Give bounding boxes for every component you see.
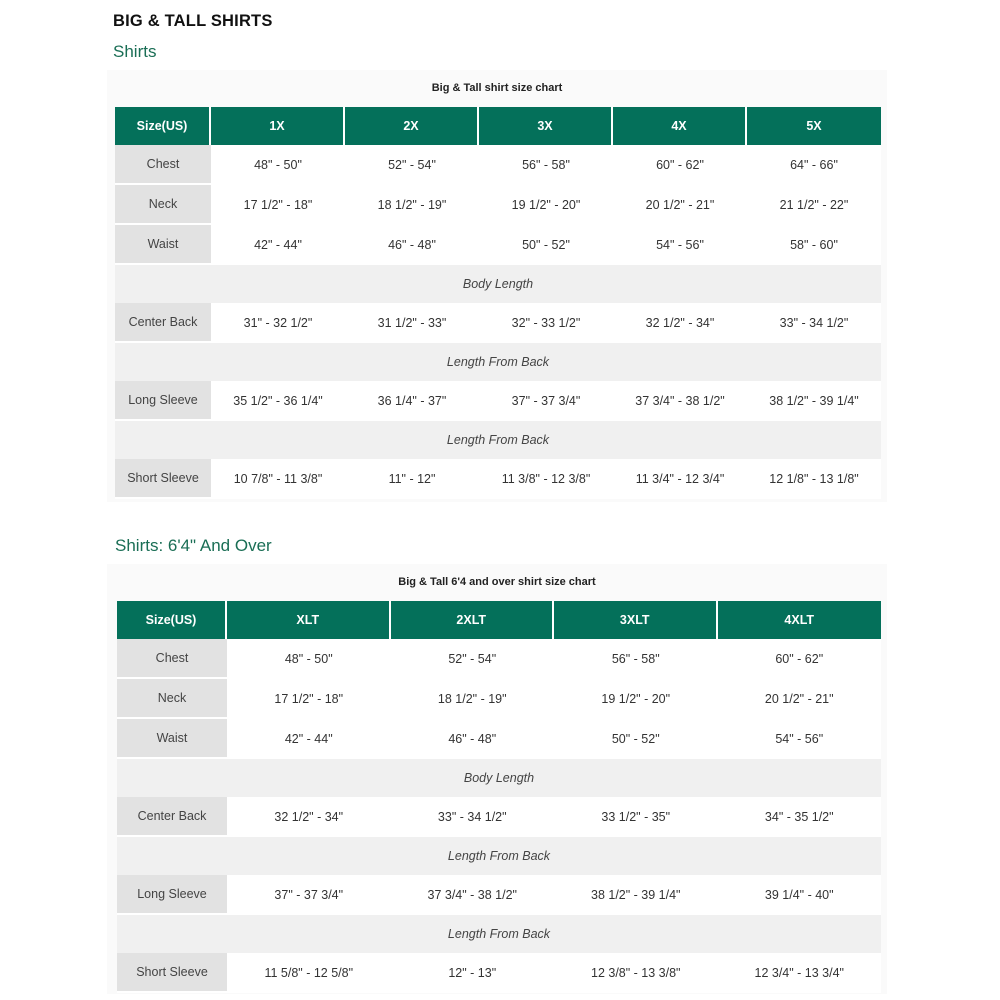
table-row-short-sleeve: [115, 459, 881, 499]
measurement-cell: 18 1/2" - 19": [345, 185, 479, 225]
table-row-chest: [117, 639, 881, 679]
row-label: Long Sleeve: [117, 875, 227, 915]
subsection-label: Length From Back: [115, 421, 881, 459]
measurement-cell: 52" - 54": [391, 639, 555, 679]
measurement-cell: 60" - 62": [718, 639, 882, 679]
measurement-cell: 34" - 35 1/2": [718, 797, 882, 837]
measurement-cell: 56" - 58": [554, 639, 718, 679]
measurement-cell: 42" - 44": [227, 719, 391, 759]
row-label: Chest: [117, 639, 227, 679]
table-header-row: [117, 601, 881, 639]
table-row-center-back: [115, 303, 881, 343]
measurement-cell: 36 1/4" - 37": [345, 381, 479, 421]
table-row-short-sleeve: [117, 953, 881, 993]
measurement-cell: 11" - 12": [345, 459, 479, 499]
subsection-label: Length From Back: [117, 915, 881, 953]
row-label: Waist: [115, 225, 211, 265]
measurement-cell: 48" - 50": [211, 145, 345, 185]
measurement-cell: 46" - 48": [391, 719, 555, 759]
measurement-cell: 37" - 37 3/4": [479, 381, 613, 421]
measurement-cell: 11 5/8" - 12 5/8": [227, 953, 391, 993]
measurement-cell: 12" - 13": [391, 953, 555, 993]
measurement-cell: 20 1/2" - 21": [613, 185, 747, 225]
measurement-cell: 33 1/2" - 35": [554, 797, 718, 837]
table-row-neck: [115, 185, 881, 225]
measurement-cell: 17 1/2" - 18": [227, 679, 391, 719]
measurement-cell: 37 3/4" - 38 1/2": [391, 875, 555, 915]
chart-caption: Big & Tall shirt size chart: [431, 82, 563, 94]
measurement-cell: 32 1/2" - 34": [613, 303, 747, 343]
measurement-cell: 10 7/8" - 11 3/8": [211, 459, 345, 499]
header-size-label: Size(US): [117, 601, 227, 639]
measurement-cell: 31 1/2" - 33": [345, 303, 479, 343]
measurement-cell: 19 1/2" - 20": [479, 185, 613, 225]
measurement-cell: 64" - 66": [747, 145, 881, 185]
measurement-cell: 38 1/2" - 39 1/4": [747, 381, 881, 421]
measurement-cell: 33" - 34 1/2": [747, 303, 881, 343]
measurement-cell: 19 1/2" - 20": [554, 679, 718, 719]
measurement-cell: 37 3/4" - 38 1/2": [613, 381, 747, 421]
subsection-label: Body Length: [115, 265, 881, 303]
table-row-waist: [117, 719, 881, 759]
header-size-5x: 5X: [747, 107, 881, 145]
measurement-cell: 37" - 37 3/4": [227, 875, 391, 915]
header-size-4x: 4X: [613, 107, 747, 145]
measurement-cell: 60" - 62": [613, 145, 747, 185]
subsection-row: [117, 915, 881, 953]
table-row-chest: [115, 145, 881, 185]
table-row-center-back: [117, 797, 881, 837]
row-label: Neck: [117, 679, 227, 719]
row-label: Center Back: [117, 797, 227, 837]
measurement-cell: 50" - 52": [479, 225, 613, 265]
measurement-cell: 35 1/2" - 36 1/4": [211, 381, 345, 421]
row-label: Chest: [115, 145, 211, 185]
subsection-row: [115, 421, 881, 459]
measurement-cell: 18 1/2" - 19": [391, 679, 555, 719]
size-chart-table: [115, 107, 881, 499]
table-row-long-sleeve: [115, 381, 881, 421]
measurement-cell: 38 1/2" - 39 1/4": [554, 875, 718, 915]
row-label: Waist: [117, 719, 227, 759]
measurement-cell: 54" - 56": [613, 225, 747, 265]
measurement-cell: 39 1/4" - 40": [718, 875, 882, 915]
measurement-cell: 58" - 60": [747, 225, 881, 265]
header-size-2x: 2X: [345, 107, 479, 145]
subsection-row: [115, 343, 881, 381]
measurement-cell: 21 1/2" - 22": [747, 185, 881, 225]
measurement-cell: 11 3/8" - 12 3/8": [479, 459, 613, 499]
measurement-cell: 56" - 58": [479, 145, 613, 185]
subsection-label: Body Length: [117, 759, 881, 797]
measurement-cell: 52" - 54": [345, 145, 479, 185]
chart-caption: Big & Tall 6'4 and over shirt size chart: [398, 576, 596, 588]
measurement-cell: 54" - 56": [718, 719, 882, 759]
subsection-row: [117, 759, 881, 797]
measurement-cell: 17 1/2" - 18": [211, 185, 345, 225]
header-size-1x: 1X: [211, 107, 345, 145]
measurement-cell: 46" - 48": [345, 225, 479, 265]
row-label: Short Sleeve: [117, 953, 227, 993]
header-size-label: Size(US): [115, 107, 211, 145]
measurement-cell: 31" - 32 1/2": [211, 303, 345, 343]
measurement-cell: 12 3/4" - 13 3/4": [718, 953, 882, 993]
header-size-2xlt: 2XLT: [391, 601, 555, 639]
measurement-cell: 50" - 52": [554, 719, 718, 759]
measurement-cell: 12 1/8" - 13 1/8": [747, 459, 881, 499]
subsection-label: Length From Back: [115, 343, 881, 381]
table-row-neck: [117, 679, 881, 719]
header-size-4xlt: 4XLT: [718, 601, 882, 639]
section-heading-tall-shirts: Shirts: 6'4" And Over: [115, 536, 272, 555]
row-label: Short Sleeve: [115, 459, 211, 499]
page-title: BIG & TALL SHIRTS: [113, 12, 273, 30]
table-row-waist: [115, 225, 881, 265]
measurement-cell: 12 3/8" - 13 3/8": [554, 953, 718, 993]
measurement-cell: 20 1/2" - 21": [718, 679, 882, 719]
subsection-row: [117, 837, 881, 875]
measurement-cell: 33" - 34 1/2": [391, 797, 555, 837]
row-label: Center Back: [115, 303, 211, 343]
subsection-row: [115, 265, 881, 303]
header-size-3xlt: 3XLT: [554, 601, 718, 639]
header-size-3x: 3X: [479, 107, 613, 145]
table-row-long-sleeve: [117, 875, 881, 915]
measurement-cell: 11 3/4" - 12 3/4": [613, 459, 747, 499]
table-header-row: [115, 107, 881, 145]
row-label: Long Sleeve: [115, 381, 211, 421]
row-label: Neck: [115, 185, 211, 225]
measurement-cell: 48" - 50": [227, 639, 391, 679]
header-size-xlt: XLT: [227, 601, 391, 639]
size-chart-table: [117, 601, 881, 993]
measurement-cell: 32 1/2" - 34": [227, 797, 391, 837]
measurement-cell: 32" - 33 1/2": [479, 303, 613, 343]
section-heading-shirts: Shirts: [113, 42, 157, 61]
subsection-label: Length From Back: [117, 837, 881, 875]
measurement-cell: 42" - 44": [211, 225, 345, 265]
